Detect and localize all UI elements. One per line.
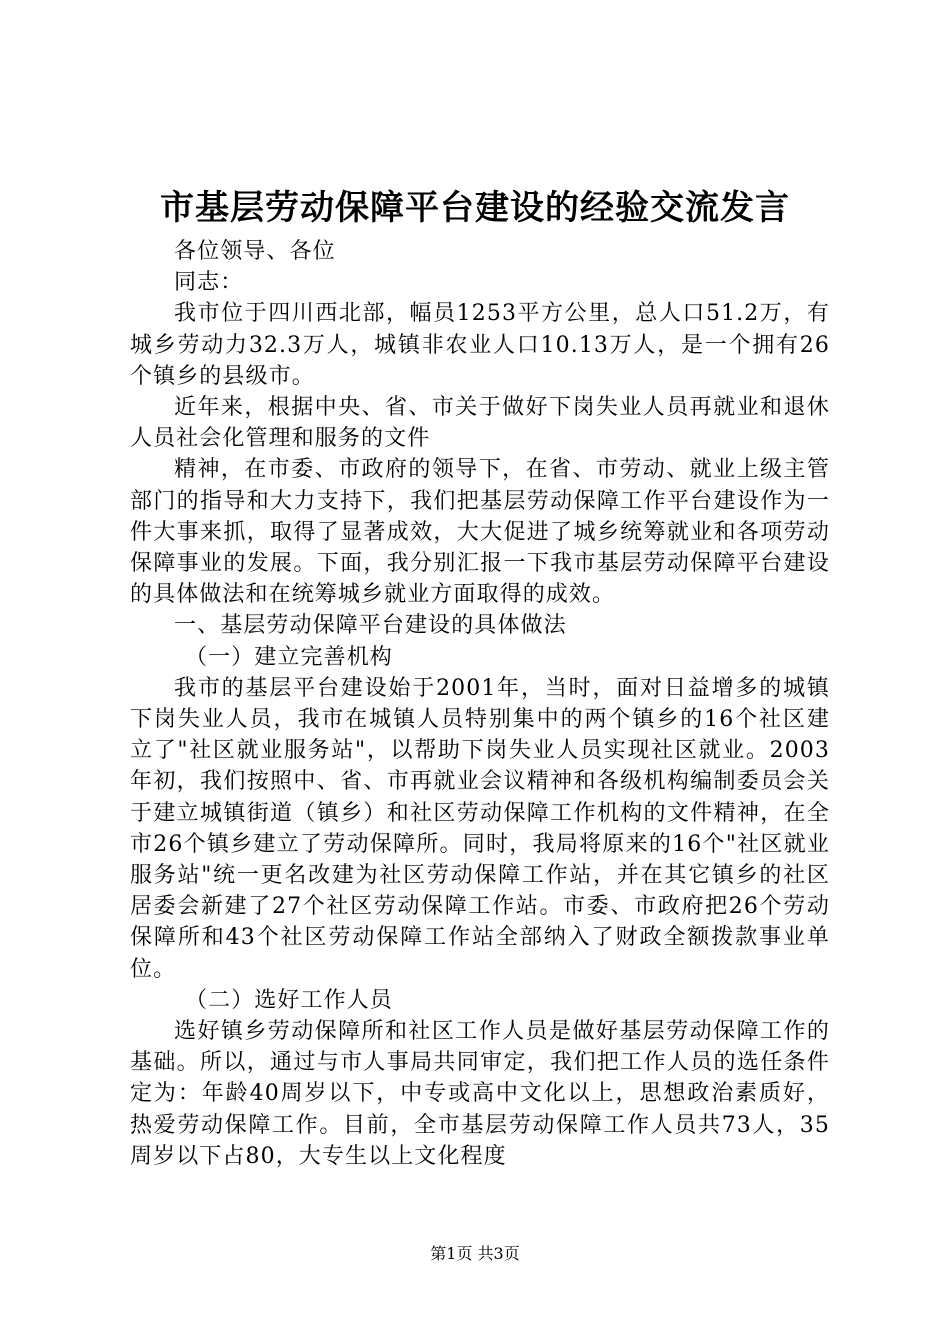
- section-heading-1: 一、基层劳动保障平台建设的具体做法: [174, 613, 567, 639]
- document-body: [130, 236, 830, 1172]
- paragraph-intro: 我市位于四川西北部，幅员1253平方公里，总人口51.2万，有城乡劳动力32.3万人，城镇非农业人口10.13万人，是一个拥有26个镇乡的县级市。: [130, 301, 830, 389]
- page-number-footer: 第1页 共3页: [430, 1244, 520, 1263]
- paragraph-staff: 选好镇乡劳动保障所和社区工作人员是做好基层劳动保障工作的基础。所以，通过与市人事局共同审定，我们把工作人员的选任条件定为：年龄40周岁以下，中专或高中文化以上，思想政治素质好，热爱劳动保障工作。目前，全市基层劳动保障工作人员共73人，35周岁以下占80，大专生以上文化程度: [130, 1019, 830, 1169]
- paragraph-institutions: 我市的基层平台建设始于2001年，当时，面对日益增多的城镇下岗失业人员，我市在城镇人员特别集中的两个镇乡的16个社区建立了"社区就业服务站"，以帮助下岗失业人员实现社区就业。2003年初，我们按照中、省、市再就业会议精神和各级机构编制委员会关于建立城镇街道（镇乡）和社区劳动保障工作机构的文件精神，在全市26个镇乡建立了劳动保障所。同时，我局将原来的16个"社区就业服务站"统一更名改建为社区劳动保障工作站，并在其它镇乡的社区居委会新建了27个社区劳动保障工作站。市委、市政府把26个劳动保障所和43个社区劳动保障工作站全部纳入了财政全额拨款事业单位。: [130, 675, 830, 982]
- salutation-line-1: 各位领导、各位: [174, 239, 336, 264]
- paragraph-spirit: 精神，在市委、市政府的领导下，在省、市劳动、就业上级主管部门的指导和大力支持下，我们把基层劳动保障工作平台建设作为一件大事来抓，取得了显著成效，大大促进了城乡统筹就业和各项劳动保障事业的发展。下面，我分别汇报一下我市基层劳动保障平台建设的具体做法和在统筹城乡就业方面取得的成效。: [130, 457, 830, 608]
- subsection-heading-1: （一）建立完善机构: [185, 644, 393, 670]
- subsection-heading-2: （二）选好工作人员: [185, 987, 393, 1013]
- salutation-line-2: 同志：: [174, 270, 244, 296]
- paragraph-background: 近年来，根据中央、省、市关于做好下岗失业人员再就业和退休人员社会化管理和服务的文件: [130, 395, 830, 452]
- document-title: 市基层劳动保障平台建设的经验交流发言: [160, 188, 790, 228]
